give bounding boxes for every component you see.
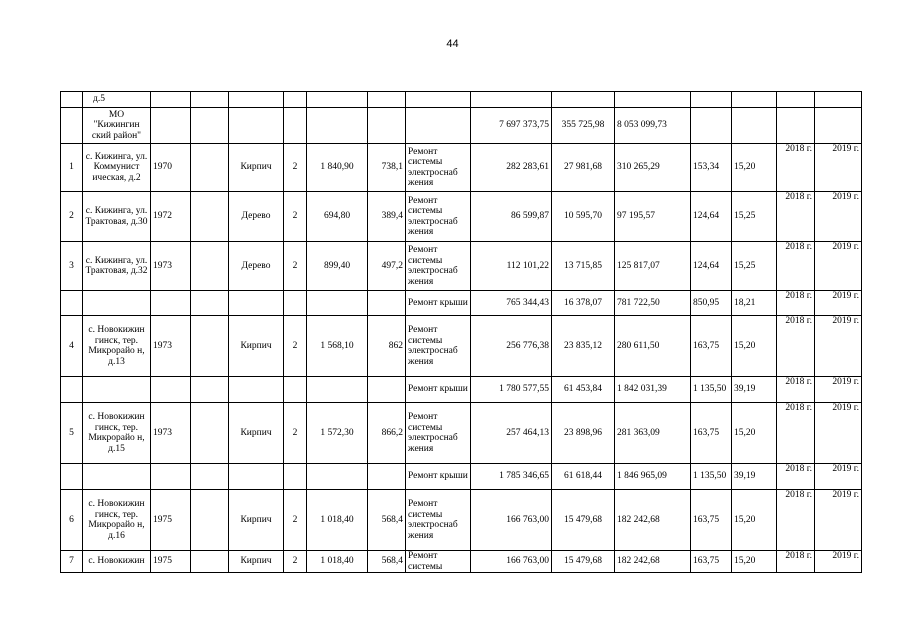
cell-cost-per-m2 [691, 92, 732, 108]
cell-cost-per-m2: 153,34 [691, 144, 732, 192]
cell-number: 1 [61, 144, 83, 192]
cell-address: с. Кижинга, ул. Трактовая, д.30 [83, 192, 151, 242]
cell-start-year: 2018 г. [777, 403, 815, 464]
cell-end-year: 2019 г. [815, 377, 862, 403]
cell-total-area: 1 840,90 [307, 144, 368, 192]
cell-work-type: Ремонт крыши [406, 291, 471, 316]
cell-construction-control: 15 479,68 [552, 551, 615, 573]
cell-work-cost: 257 464,13 [471, 403, 552, 464]
cell-floors: 2 [284, 316, 307, 377]
cell-living-area: 568,4 [368, 490, 406, 551]
cell-address: с. Новокижин гинск, тер. Микрорайо н, д.15 [83, 403, 151, 464]
cell-total-area: 899,40 [307, 242, 368, 291]
cell-limit: 18,21 [732, 291, 777, 316]
cell-wall-material: Кирпич [229, 551, 284, 573]
cell-work-cost: 86 599,87 [471, 192, 552, 242]
cell-wall-material [229, 377, 284, 403]
cell-empty [191, 551, 229, 573]
cell-total-area: 1 018,40 [307, 490, 368, 551]
cell-total-cost: 280 611,50 [615, 316, 691, 377]
cell-empty [191, 92, 229, 108]
cell-cost-per-m2: 1 135,50 [691, 377, 732, 403]
cell-start-year [777, 92, 815, 108]
cell-total-cost: 1 846 965,09 [615, 464, 691, 490]
cell-number: 3 [61, 242, 83, 291]
cell-cost-per-m2: 1 135,50 [691, 464, 732, 490]
page-number: 44 [446, 38, 459, 50]
cell-end-year: 2019 г. [815, 551, 862, 573]
cell-total-area [307, 464, 368, 490]
cell-work-type: Ремонт крыши [406, 377, 471, 403]
table-row [61, 403, 862, 464]
cell-wall-material: Кирпич [229, 490, 284, 551]
cell-total-cost: 310 265,29 [615, 144, 691, 192]
cell-year-built [151, 377, 191, 403]
cell-living-area [368, 92, 406, 108]
cell-address: с. Новокижин гинск, тер. Микрорайо н, д.13 [83, 316, 151, 377]
table-row [61, 464, 862, 490]
cell-limit: 15,20 [732, 403, 777, 464]
cell-empty [191, 108, 229, 144]
cell-floors [284, 377, 307, 403]
cell-end-year: 2019 г. [815, 192, 862, 242]
cell-wall-material [229, 92, 284, 108]
cell-start-year: 2018 г. [777, 551, 815, 573]
cell-start-year: 2018 г. [777, 377, 815, 403]
cell-total-cost: 1 842 031,39 [615, 377, 691, 403]
cell-living-area: 862 [368, 316, 406, 377]
cell-work-cost: 1 780 577,55 [471, 377, 552, 403]
cell-wall-material [229, 108, 284, 144]
cell-construction-control: 27 981,68 [552, 144, 615, 192]
cell-total-cost: 125 817,07 [615, 242, 691, 291]
cell-total-cost: 781 722,50 [615, 291, 691, 316]
cell-cost-per-m2: 163,75 [691, 490, 732, 551]
cell-address [83, 291, 151, 316]
cell-address: с. Кижинга, ул. Коммунист ическая, д.2 [83, 144, 151, 192]
cell-empty [191, 316, 229, 377]
cell-living-area: 389,4 [368, 192, 406, 242]
cell-wall-material: Кирпич [229, 316, 284, 377]
cell-wall-material: Кирпич [229, 403, 284, 464]
cell-work-type: Ремонт системы электроснаб жения [406, 316, 471, 377]
cell-work-type: Ремонт системы электроснаб жения [406, 490, 471, 551]
cell-total-cost [615, 92, 691, 108]
cell-construction-control: 61 453,84 [552, 377, 615, 403]
cell-address: с. Новокижин [83, 551, 151, 573]
cell-number [61, 92, 83, 108]
cell-work-cost: 166 763,00 [471, 551, 552, 573]
cell-start-year: 2018 г. [777, 490, 815, 551]
cell-floors [284, 291, 307, 316]
cell-number: 2 [61, 192, 83, 242]
cell-year-built: 1970 [151, 144, 191, 192]
table-row [61, 291, 862, 316]
table-row [61, 108, 862, 144]
cell-empty [191, 377, 229, 403]
cell-limit: 15,20 [732, 551, 777, 573]
cell-living-area [368, 377, 406, 403]
cell-work-cost: 282 283,61 [471, 144, 552, 192]
cell-limit: 39,19 [732, 464, 777, 490]
cell-living-area [368, 291, 406, 316]
cell-construction-control: 23 835,12 [552, 316, 615, 377]
cell-work-cost [471, 92, 552, 108]
cell-year-built: 1972 [151, 192, 191, 242]
cell-living-area: 866,2 [368, 403, 406, 464]
cell-year-built: 1973 [151, 403, 191, 464]
cell-total-cost: 8 053 099,73 [615, 108, 691, 144]
cell-work-cost: 112 101,22 [471, 242, 552, 291]
cell-cost-per-m2: 124,64 [691, 242, 732, 291]
cell-floors [284, 92, 307, 108]
cell-year-built: 1975 [151, 490, 191, 551]
cell-cost-per-m2: 124,64 [691, 192, 732, 242]
cell-floors: 2 [284, 192, 307, 242]
cell-empty [191, 144, 229, 192]
table-row [61, 377, 862, 403]
cell-limit: 15,20 [732, 490, 777, 551]
cell-start-year: 2018 г. [777, 242, 815, 291]
cell-number [61, 464, 83, 490]
cell-end-year [815, 108, 862, 144]
cell-total-area: 1 568,10 [307, 316, 368, 377]
cell-construction-control: 23 898,96 [552, 403, 615, 464]
cell-wall-material: Дерево [229, 242, 284, 291]
cell-year-built [151, 108, 191, 144]
cell-empty [191, 291, 229, 316]
cell-floors [284, 464, 307, 490]
cell-living-area: 497,2 [368, 242, 406, 291]
cell-wall-material: Дерево [229, 192, 284, 242]
table-row [61, 144, 862, 192]
cell-construction-control: 61 618,44 [552, 464, 615, 490]
cell-work-cost: 765 344,43 [471, 291, 552, 316]
cell-cost-per-m2 [691, 108, 732, 144]
cell-work-type: Ремонт системы электроснаб жения [406, 192, 471, 242]
cell-floors [284, 108, 307, 144]
cell-total-area [307, 108, 368, 144]
cell-floors: 2 [284, 403, 307, 464]
table-row [61, 192, 862, 242]
cell-living-area: 568,4 [368, 551, 406, 573]
table-row [61, 316, 862, 377]
table-row [61, 242, 862, 291]
cell-construction-control: 10 595,70 [552, 192, 615, 242]
cell-work-type: Ремонт системы электроснаб жения [406, 242, 471, 291]
cell-work-type: Ремонт системы электроснаб жения [406, 403, 471, 464]
cell-living-area: 738,1 [368, 144, 406, 192]
cell-number [61, 291, 83, 316]
cell-address [83, 377, 151, 403]
cell-total-area: 1 572,30 [307, 403, 368, 464]
cell-total-area [307, 291, 368, 316]
cell-cost-per-m2: 163,75 [691, 403, 732, 464]
table-body [61, 92, 862, 573]
cell-total-cost: 182 242,68 [615, 490, 691, 551]
cell-floors: 2 [284, 242, 307, 291]
cell-year-built [151, 291, 191, 316]
cell-empty [191, 490, 229, 551]
cell-wall-material: Кирпич [229, 144, 284, 192]
cell-limit: 15,20 [732, 144, 777, 192]
cell-total-area: 1 018,40 [307, 551, 368, 573]
cell-floors: 2 [284, 144, 307, 192]
cell-limit [732, 92, 777, 108]
cell-work-cost: 7 697 373,75 [471, 108, 552, 144]
cell-limit: 39,19 [732, 377, 777, 403]
cell-construction-control [552, 92, 615, 108]
cell-wall-material [229, 291, 284, 316]
cell-number: 5 [61, 403, 83, 464]
cell-address: д.5 [83, 92, 151, 108]
capital-repair-table [60, 91, 862, 573]
cell-number [61, 108, 83, 144]
cell-limit: 15,20 [732, 316, 777, 377]
cell-year-built: 1973 [151, 316, 191, 377]
cell-limit [732, 108, 777, 144]
cell-work-type: Ремонт системы электроснаб жения [406, 144, 471, 192]
cell-limit: 15,25 [732, 192, 777, 242]
table-row [61, 551, 862, 573]
cell-empty [191, 192, 229, 242]
cell-construction-control: 15 479,68 [552, 490, 615, 551]
cell-end-year: 2019 г. [815, 291, 862, 316]
cell-work-type [406, 92, 471, 108]
cell-work-cost: 166 763,00 [471, 490, 552, 551]
table-row [61, 490, 862, 551]
cell-number: 7 [61, 551, 83, 573]
cell-address: МО "Кижингин ский район" [83, 108, 151, 144]
cell-number: 6 [61, 490, 83, 551]
cell-cost-per-m2: 163,75 [691, 551, 732, 573]
cell-construction-control: 355 725,98 [552, 108, 615, 144]
cell-total-cost: 97 195,57 [615, 192, 691, 242]
cell-wall-material [229, 464, 284, 490]
cell-number: 4 [61, 316, 83, 377]
cell-work-cost: 256 776,38 [471, 316, 552, 377]
cell-start-year: 2018 г. [777, 144, 815, 192]
cell-start-year: 2018 г. [777, 192, 815, 242]
cell-end-year: 2019 г. [815, 403, 862, 464]
cell-start-year [777, 108, 815, 144]
cell-limit: 15,25 [732, 242, 777, 291]
cell-year-built: 1975 [151, 551, 191, 573]
cell-work-type: Ремонт крыши [406, 464, 471, 490]
cell-living-area [368, 108, 406, 144]
table-row [61, 92, 862, 108]
cell-start-year: 2018 г. [777, 291, 815, 316]
cell-address: с. Новокижин гинск, тер. Микрорайо н, д.16 [83, 490, 151, 551]
cell-work-cost: 1 785 346,65 [471, 464, 552, 490]
cell-construction-control: 16 378,07 [552, 291, 615, 316]
cell-work-type [406, 108, 471, 144]
cell-year-built [151, 464, 191, 490]
cell-total-cost: 281 363,09 [615, 403, 691, 464]
cell-total-area [307, 92, 368, 108]
cell-end-year [815, 92, 862, 108]
cell-year-built: 1973 [151, 242, 191, 291]
cell-start-year: 2018 г. [777, 316, 815, 377]
cell-total-cost: 182 242,68 [615, 551, 691, 573]
cell-address: с. Кижинга, ул. Трактовая, д.32 [83, 242, 151, 291]
cell-end-year: 2019 г. [815, 490, 862, 551]
cell-end-year: 2019 г. [815, 242, 862, 291]
cell-start-year: 2018 г. [777, 464, 815, 490]
cell-cost-per-m2: 850,95 [691, 291, 732, 316]
cell-empty [191, 403, 229, 464]
cell-number [61, 377, 83, 403]
cell-total-area: 694,80 [307, 192, 368, 242]
cell-empty [191, 242, 229, 291]
cell-end-year: 2019 г. [815, 316, 862, 377]
cell-address [83, 464, 151, 490]
cell-construction-control: 13 715,85 [552, 242, 615, 291]
cell-floors: 2 [284, 551, 307, 573]
cell-end-year: 2019 г. [815, 144, 862, 192]
cell-work-type: Ремонт системы [406, 551, 471, 573]
cell-floors: 2 [284, 490, 307, 551]
cell-living-area [368, 464, 406, 490]
cell-year-built [151, 92, 191, 108]
cell-total-area [307, 377, 368, 403]
cell-end-year: 2019 г. [815, 464, 862, 490]
cell-cost-per-m2: 163,75 [691, 316, 732, 377]
cell-empty [191, 464, 229, 490]
